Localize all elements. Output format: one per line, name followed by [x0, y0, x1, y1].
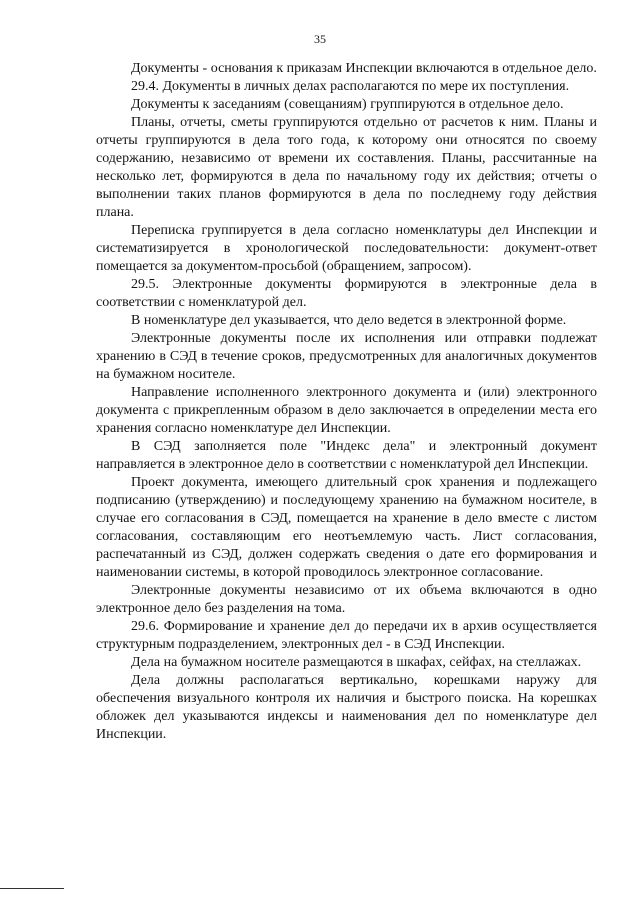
footnote-rule: [0, 888, 64, 889]
page-number: 35: [314, 32, 326, 46]
paragraph-nomenclature-electronic: В номенклатуре дел указывается, что дело ведется в электронной форме.: [131, 313, 567, 328]
paragraph-29-6: 29.6. Формирование и хранение дел до передачи их в архив осуществляется структурным подразделением, электронных дел - в СЭД Инспекции.: [96, 619, 597, 652]
paragraph-meeting-documents: Документы к заседаниям (совещаниям) группируются в отдельное дело.: [131, 97, 564, 112]
paragraph-sed-index: В СЭД заполняется поле "Индекс дела" и электронный документ направляется в электронное дело в соответствии с номенклатурой дел Инспекции.: [96, 439, 597, 472]
paragraph-basis-documents: Документы - основания к приказам Инспекции включаются в отдельное дело.: [131, 61, 597, 76]
paragraph-vertical-placement: Дела должны располагаться вертикально, корешками наружу для обеспечения визуального контроля их наличия и быстрого поиска. На корешках обложек дел указываются индексы и наименования дел по номенклатуре дел Инспекции.: [96, 673, 597, 742]
paragraph-draft-approval: Проект документа, имеющего длительный срок хранения и подлежащего подписанию (утверждению) и последующему хранению на бумажном носителе, в случае его согласования в СЭД, помещается на хранение в дело вместе с листом согласования, составляющим его неотъемлемую часть. Лист согласования, распечатанный из СЭД, должен содержать сведения о дате его формирования и наименовании системы, в которой проводилось электронное согласование.: [96, 475, 597, 580]
paragraph-plans-reports: Планы, отчеты, сметы группируются отдельно от расчетов к ним. Планы и отчеты группируются в дела того года, к которому они относятся по своему содержанию, независимо от времени их составления. Планы, рассчитанные на несколько лет, формируются в дела по начальному году их действия; отчеты о выполнении таких планов формируются в дела по последнему году действия плана.: [96, 115, 597, 220]
paragraph-electronic-volume: Электронные документы независимо от их объема включаются в одно электронное дело без разделения на тома.: [96, 583, 597, 616]
paragraph-correspondence: Переписка группируется в дела согласно номенклатуры дел Инспекции и систематизируется в хронологической последовательности: документ-ответ помещается за документом-просьбой (обращением, запросом).: [96, 223, 597, 274]
paragraph-29-4: 29.4. Документы в личных делах располагаются по мере их поступления.: [131, 79, 570, 94]
paragraph-29-5: 29.5. Электронные документы формируются в электронные дела в соответствии с номенклатурой дел.: [96, 277, 597, 310]
paragraph-electronic-direction: Направление исполненного электронного документа и (или) электронного документа с прикрепленным образом в дело заключается в определении места его хранения согласно номенклатуре дел Инспекции.: [96, 385, 597, 436]
paragraph-electronic-storage: Электронные документы после их исполнения или отправки подлежат хранению в СЭД в течение сроков, предусмотренных для аналогичных документов на бумажном носителе.: [96, 331, 597, 382]
document-body: [96, 60, 597, 744]
paragraph-paper-storage: Дела на бумажном носителе размещаются в шкафах, сейфах, на стеллажах.: [131, 655, 582, 670]
